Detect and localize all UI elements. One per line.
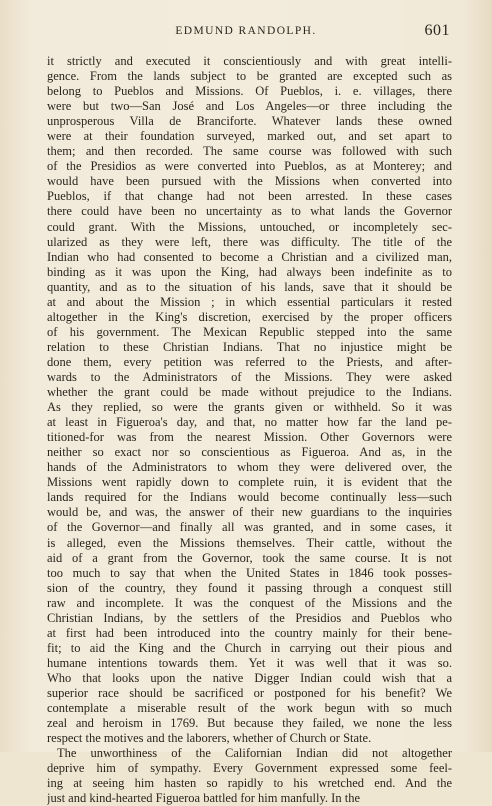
text-line: at first had been introduced into the country mainly for their bene- — [47, 625, 452, 640]
text-line: Pueblos, if that change had not been arrested. In these cases — [47, 189, 452, 204]
text-line: sion of the country, they found it passing through a conquest still — [47, 580, 452, 595]
text-line: binding as it was upon the King, had always been indefinite as to — [47, 264, 452, 279]
text-line: whether the grant could be made without prejudice to the Indians. — [47, 385, 452, 400]
text-line: As they replied, so were the grants given or withheld. So it was — [47, 400, 452, 415]
text-line: The unworthiness of the Californian Indian did not altogether — [57, 746, 452, 761]
text-line: at and about the Mission ; in which essential particulars it rested — [47, 294, 452, 309]
text-line: of his government. The Mexican Republic stepped into the same — [47, 324, 452, 339]
text-line: ularized as they were left, there was difficulty. The title of the — [47, 234, 452, 249]
body-text — [47, 54, 452, 806]
text-line: hands of the Administrators to whom they were delivered over, the — [47, 460, 452, 475]
page-header — [0, 22, 492, 44]
text-line: of the Governor—and finally all was granted, and in some cases, it — [47, 520, 452, 535]
text-line: superior race should be sacrificed or postponed for his benefit? We — [47, 685, 452, 700]
text-line: raw and incomplete. It was the conquest of the Missions and the — [47, 595, 452, 610]
text-line: could grant. With the Missions, untouched, or incompletely sec- — [47, 219, 452, 234]
text-line: done them, every petition was referred to the Priests, and after- — [47, 354, 452, 369]
text-line: unprosperous Villa de Branciforte. Whatever lands these owned — [47, 114, 452, 129]
text-line: too much to say that when the United States in 1846 took posses- — [47, 565, 452, 580]
running-title: EDMUND RANDOLPH. — [175, 25, 317, 37]
text-line: them; and then recorded. The same course was followed with such — [47, 144, 452, 159]
text-line: it strictly and executed it conscientiously and with great intelli- — [47, 54, 452, 68]
text-line: Missions went rapidly down to complete ruin, it is evident that the — [47, 475, 452, 490]
text-line: relation to these Christian Indians. That no injustice might be — [47, 339, 452, 354]
text-line: were at their foundation surveyed, marked out, and set apart to — [47, 129, 452, 144]
text-line: would be, and was, the answer of their new guardians to the inquiries — [47, 505, 452, 520]
text-line: Indian who had consented to become a Christian and a civilized man, — [47, 249, 452, 264]
text-line: Who that looks upon the native Digger Indian could wish that a — [47, 670, 452, 685]
text-line: humane intentions towards them. Yet it was well that it was so. — [47, 655, 452, 670]
text-line: neither so exact nor so conscientious as Figueroa. And as, in the — [47, 445, 452, 460]
text-line: fit; to aid the King and the Church in carrying out their pious and — [47, 640, 452, 655]
text-line: deprive him of sympathy. Every Government expressed some feel- — [47, 761, 452, 776]
text-line: of the Presidios as were converted into Pueblos, as at Monterey; and — [47, 159, 452, 174]
page-number: 601 — [424, 22, 450, 39]
text-line: just and kind-hearted Figueroa battled for him manfully. In the — [47, 791, 360, 806]
text-line: lands required for the Indians would become continually less—such — [47, 490, 452, 505]
text-line: were but two—San José and Los Angeles—or three including the — [47, 99, 452, 114]
text-line: Christian Indians, by the settlers of the Presidios and Pueblos who — [47, 610, 452, 625]
text-line: wards to the Administrators of the Missions. They were asked — [47, 369, 452, 384]
text-line: contemplate a miserable result of the work begun with so much — [47, 701, 452, 716]
text-line: titioned-for was from the nearest Mission. Other Governors were — [47, 430, 452, 445]
text-line: quantity, and as to the situation of his lands, save that it should be — [47, 279, 452, 294]
text-line: would have been pursued with the Missions when converted into — [47, 174, 452, 189]
text-line: is alleged, even the Missions themselves. Their cattle, without the — [47, 535, 452, 550]
text-line: gence. From the lands subject to be granted are excepted such as — [47, 69, 452, 84]
text-line: aid of a grant from the Governor, took the same course. It is not — [47, 550, 452, 565]
text-line: at least in Figueroa's day, and that, no matter how far the land pe- — [47, 415, 452, 430]
text-line: ing at seeing him hasten so rapidly to his wretched end. And the — [47, 776, 452, 791]
text-line: altogether in the King's discretion, exercised by the proper officers — [47, 309, 452, 324]
text-line: belong to Pueblos and Missions. Of Pueblos, i. e. villages, there — [47, 84, 452, 99]
text-line: zeal and heroism in 1769. But because they failed, we none the less — [47, 716, 452, 731]
text-line: there could have been no uncertainty as to what lands the Governor — [47, 204, 452, 219]
text-line: respect the motives and the laborers, whether of Church or State. — [47, 731, 372, 746]
